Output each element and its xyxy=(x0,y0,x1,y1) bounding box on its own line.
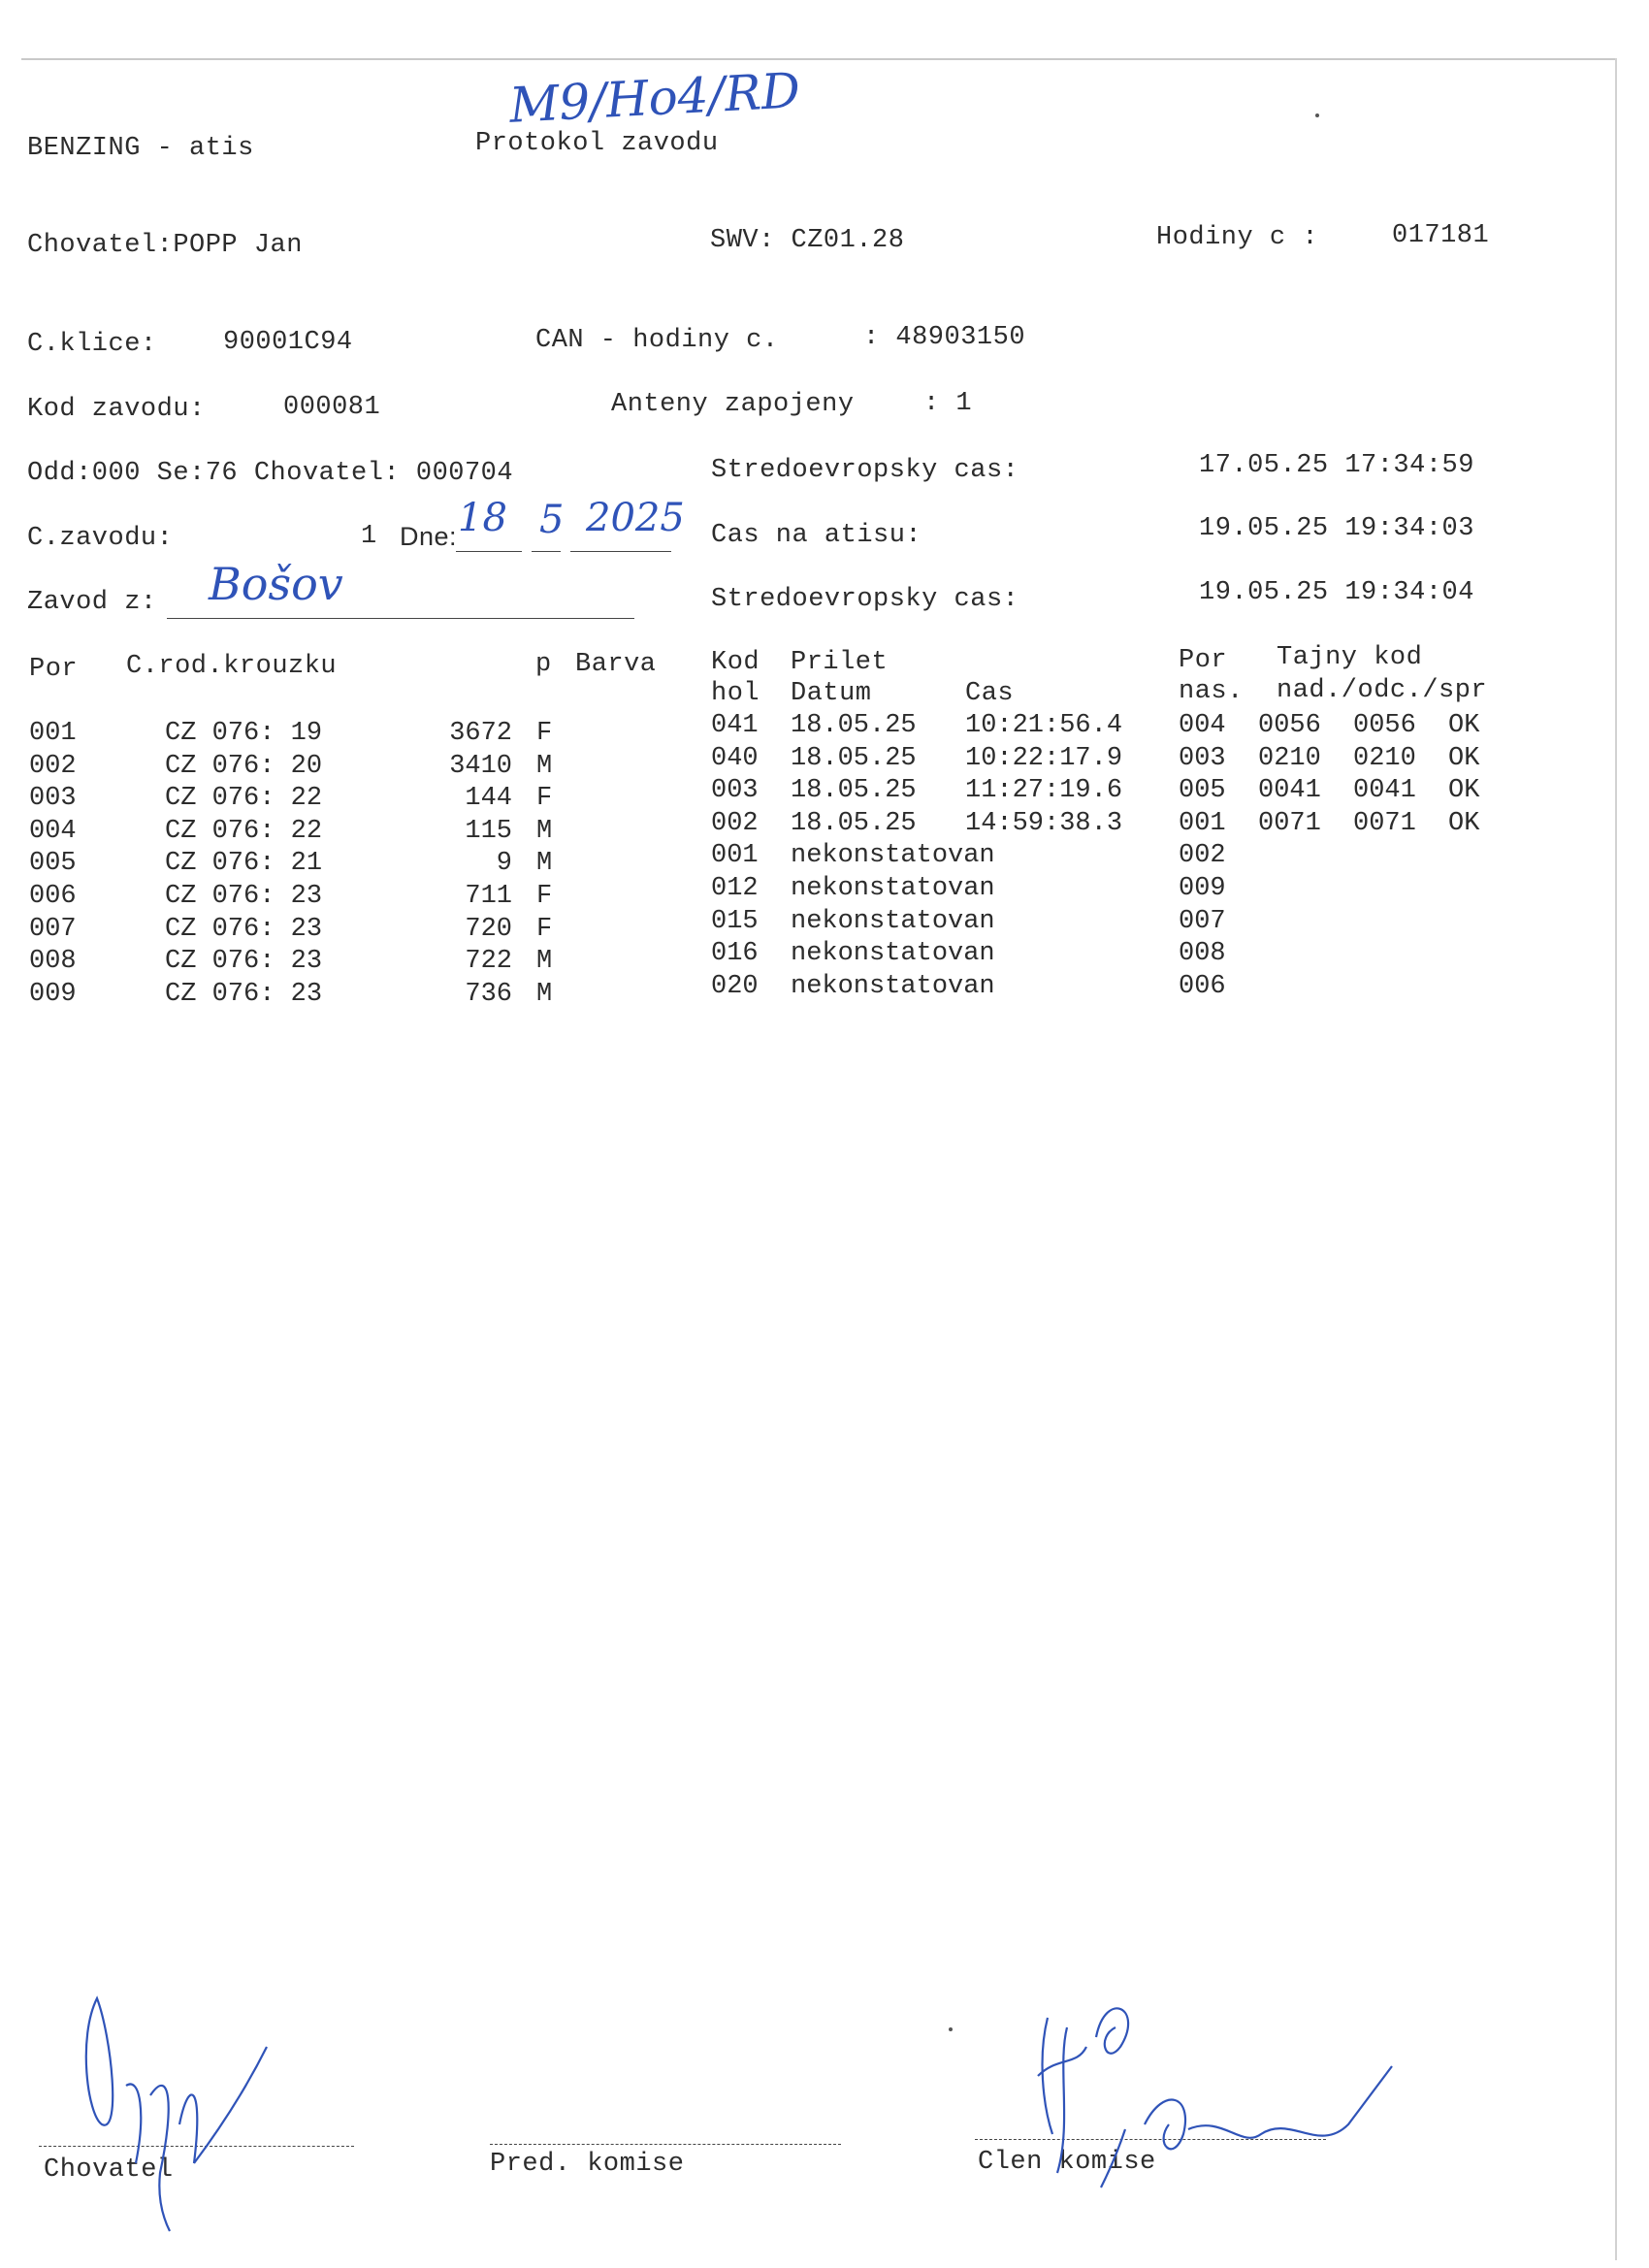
paper-right-edge xyxy=(1615,58,1617,2260)
row-nas: 007 xyxy=(1179,906,1226,936)
row-status: OK xyxy=(1448,776,1480,806)
row-cas: 14:59:38.3 xyxy=(965,808,1123,838)
table-row xyxy=(29,848,595,881)
row-kod: 016 xyxy=(711,939,759,969)
clock-value: 017181 xyxy=(1392,221,1490,250)
key-label: C.klice: xyxy=(27,330,157,359)
row-ring-number: 115 xyxy=(465,816,512,846)
row-por: 007 xyxy=(29,914,77,944)
table-row xyxy=(29,914,595,947)
date-year-handwritten: 2025 xyxy=(586,496,685,540)
table-row xyxy=(29,881,595,914)
row-nas: 008 xyxy=(1179,939,1226,969)
row-ring-number: 144 xyxy=(465,784,512,814)
row-datum: 18.05.25 xyxy=(791,808,917,838)
col-header-p: p xyxy=(535,650,552,679)
paper-top-edge xyxy=(21,58,1617,60)
row-ring-number: 3410 xyxy=(449,751,512,781)
breeder-signature-label: Chovatel xyxy=(44,2155,174,2185)
row-nas: 001 xyxy=(1179,808,1226,838)
row-kod: 015 xyxy=(711,906,759,936)
chair-signature-label: Pred. komise xyxy=(490,2150,685,2179)
col-header-ring: C.rod.krouzku xyxy=(126,652,338,681)
row-datum: nekonstatovan xyxy=(791,873,995,903)
row-ring: CZ 076: 22 xyxy=(165,816,323,846)
row-secret-2: 0071 xyxy=(1353,808,1416,838)
row-datum: 18.05.25 xyxy=(791,776,917,806)
col-header-cas: Cas xyxy=(965,679,1015,708)
row-kod: 040 xyxy=(711,743,759,773)
row-kod: 001 xyxy=(711,841,759,871)
table-row xyxy=(29,946,595,979)
race-number-value: 1 xyxy=(361,522,377,551)
member-signature xyxy=(999,1979,1406,2192)
race-number-label: C.zavodu: xyxy=(27,524,174,553)
ink-dot xyxy=(1315,113,1319,117)
row-sex: M xyxy=(536,849,553,879)
table-row xyxy=(711,840,1497,873)
cet-value-1: 17.05.25 17:34:59 xyxy=(1199,451,1474,480)
row-secret-1: 0071 xyxy=(1258,808,1321,838)
row-cas: 11:27:19.6 xyxy=(965,776,1123,806)
row-sex: M xyxy=(536,751,553,781)
row-por: 001 xyxy=(29,719,77,748)
row-sex: F xyxy=(536,784,553,814)
brand-label: BENZING - atis xyxy=(27,134,254,163)
row-ring-number: 3672 xyxy=(449,719,512,748)
col-header-color: Barva xyxy=(575,650,657,679)
row-kod: 002 xyxy=(711,808,759,838)
row-ring-number: 9 xyxy=(496,849,512,879)
row-nas: 005 xyxy=(1179,776,1226,806)
row-por: 004 xyxy=(29,816,77,846)
row-nas: 002 xyxy=(1179,841,1226,871)
row-sex: M xyxy=(536,816,553,846)
breeder-field: Chovatel:POPP Jan xyxy=(27,231,303,260)
cet-label-1: Stredoevropsky cas: xyxy=(711,456,1019,485)
table-row xyxy=(711,710,1497,743)
row-secret-1: 0041 xyxy=(1258,776,1321,806)
row-ring: CZ 076: 23 xyxy=(165,881,323,911)
arrivals-table xyxy=(711,710,1497,1003)
antennas-value: : 1 xyxy=(923,389,973,418)
table-row xyxy=(711,775,1497,808)
row-por: 006 xyxy=(29,881,77,911)
row-ring: CZ 076: 23 xyxy=(165,979,323,1009)
race-from-label: Zavod z: xyxy=(27,588,157,617)
table-row xyxy=(29,816,595,849)
col-header-secret: Tajny kod xyxy=(1277,643,1423,672)
race-code-label: Kod zavodu: xyxy=(27,395,206,424)
date-year-underline xyxy=(570,551,671,552)
row-sex: F xyxy=(536,881,553,911)
row-status: OK xyxy=(1448,711,1480,740)
date-month-underline xyxy=(532,551,561,552)
breeder-signature xyxy=(68,1979,291,2241)
member-signature-label: Clen komise xyxy=(978,2148,1156,2177)
row-kod: 003 xyxy=(711,776,759,806)
date-month-handwritten: 5 xyxy=(539,498,565,542)
col-header-prilet: Prilet xyxy=(791,648,889,677)
col-header-nas: nas. xyxy=(1179,677,1244,706)
atis-time-value: 19.05.25 19:34:03 xyxy=(1199,514,1474,543)
row-datum: 18.05.25 xyxy=(791,743,917,773)
row-nas: 003 xyxy=(1179,743,1226,773)
row-ring-number: 736 xyxy=(465,979,512,1009)
row-secret-1: 0056 xyxy=(1258,711,1321,740)
col-header-datum: Datum xyxy=(791,679,872,708)
row-kod: 012 xyxy=(711,873,759,903)
key-value: 90001C94 xyxy=(223,328,353,357)
col-header-por2: Por xyxy=(1179,646,1228,675)
row-status: OK xyxy=(1448,743,1480,773)
row-secret-2: 0041 xyxy=(1353,776,1416,806)
handwritten-reference: M9/Ho4/RD xyxy=(507,62,802,134)
cet-label-2: Stredoevropsky cas: xyxy=(711,585,1019,614)
row-por: 005 xyxy=(29,849,77,879)
document-title: Protokol zavodu xyxy=(475,129,719,158)
table-row xyxy=(29,751,595,784)
row-ring: CZ 076: 19 xyxy=(165,719,323,748)
row-nas: 006 xyxy=(1179,971,1226,1001)
race-code-value: 000081 xyxy=(283,393,381,422)
row-ring: CZ 076: 21 xyxy=(165,849,323,879)
row-cas: 10:21:56.4 xyxy=(965,711,1123,740)
table-row xyxy=(29,783,595,816)
row-ring-number: 720 xyxy=(465,914,512,944)
col-header-por: Por xyxy=(29,655,79,684)
antennas-label: Anteny zapojeny xyxy=(611,390,855,419)
date-label: Dne: xyxy=(400,522,458,551)
row-por: 003 xyxy=(29,784,77,814)
row-nas: 004 xyxy=(1179,711,1226,740)
table-row xyxy=(711,938,1497,971)
can-label: CAN - hodiny c. xyxy=(535,326,779,355)
race-from-underline xyxy=(167,618,634,619)
row-sex: M xyxy=(536,979,553,1009)
date-day-underline xyxy=(456,551,522,552)
table-row xyxy=(711,808,1497,841)
swv-field: SWV: CZ01.28 xyxy=(710,226,905,255)
row-cas: 10:22:17.9 xyxy=(965,743,1123,773)
row-nas: 009 xyxy=(1179,873,1226,903)
row-ring: CZ 076: 23 xyxy=(165,914,323,944)
row-status: OK xyxy=(1448,808,1480,838)
table-row xyxy=(711,906,1497,939)
row-datum: nekonstatovan xyxy=(791,906,995,936)
row-sex: F xyxy=(536,914,553,944)
row-secret-2: 0210 xyxy=(1353,743,1416,773)
table-row xyxy=(29,718,595,751)
date-day-handwritten: 18 xyxy=(458,496,507,540)
row-ring: CZ 076: 22 xyxy=(165,784,323,814)
table-row xyxy=(711,743,1497,776)
row-ring: CZ 076: 20 xyxy=(165,751,323,781)
row-por: 002 xyxy=(29,751,77,781)
chair-signature-line xyxy=(490,2144,841,2145)
row-ring-number: 722 xyxy=(465,947,512,977)
ink-dot xyxy=(949,2027,953,2031)
row-sex: M xyxy=(536,947,553,977)
section-line: Odd:000 Se:76 Chovatel: 000704 xyxy=(27,459,514,488)
race-from-handwritten: Bošov xyxy=(209,558,343,610)
row-sex: F xyxy=(536,719,553,748)
col-header-secret-sub: nad./odc./spr xyxy=(1277,676,1488,705)
table-row xyxy=(711,873,1497,906)
atis-time-label: Cas na atisu: xyxy=(711,521,922,550)
clock-label: Hodiny c : xyxy=(1156,223,1319,252)
col-header-kod: Kod xyxy=(711,648,760,677)
row-por: 008 xyxy=(29,947,77,977)
cet-value-2: 19.05.25 19:34:04 xyxy=(1199,578,1474,607)
row-secret-1: 0210 xyxy=(1258,743,1321,773)
row-datum: nekonstatovan xyxy=(791,971,995,1001)
can-value: : 48903150 xyxy=(863,323,1026,352)
row-datum: 18.05.25 xyxy=(791,711,917,740)
row-datum: nekonstatovan xyxy=(791,841,995,871)
row-kod: 041 xyxy=(711,711,759,740)
row-ring: CZ 076: 23 xyxy=(165,947,323,977)
row-kod: 020 xyxy=(711,971,759,1001)
row-datum: nekonstatovan xyxy=(791,939,995,969)
row-por: 009 xyxy=(29,979,77,1009)
table-row xyxy=(29,979,595,1012)
row-secret-2: 0056 xyxy=(1353,711,1416,740)
row-ring-number: 711 xyxy=(465,881,512,911)
rings-table xyxy=(29,718,595,1011)
col-header-hol: hol xyxy=(711,679,760,708)
table-row xyxy=(711,971,1497,1004)
